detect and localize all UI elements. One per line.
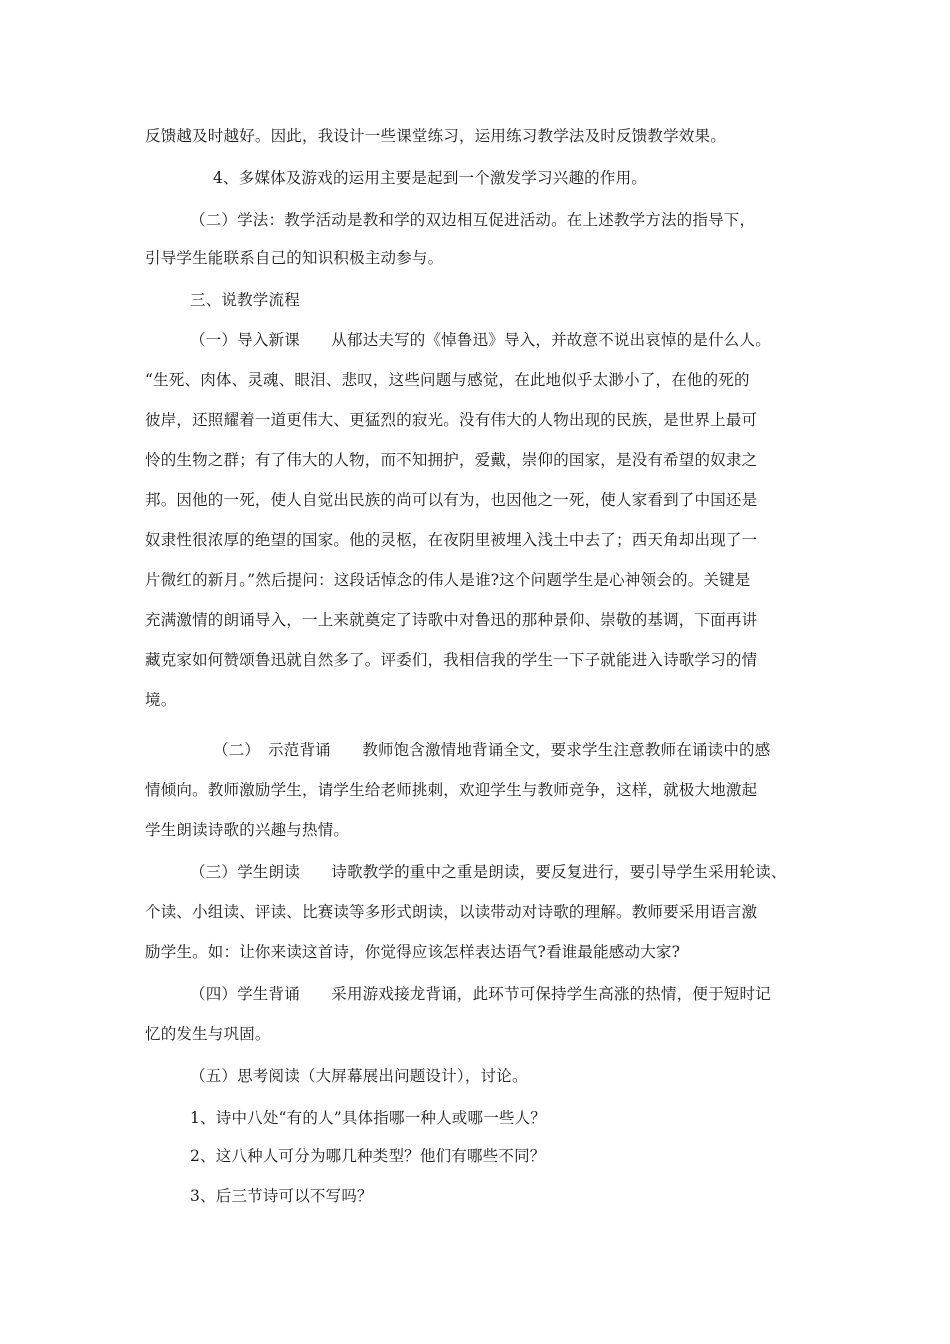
paragraph-line: 怜的生物之群；有了伟大的人物，而不知拥护，爱戴，崇仰的国家，是没有希望的奴隶之	[145, 451, 758, 469]
paragraph-line: 反馈越及时越好。因此，我设计一些课堂练习，运用练习教学法及时反馈教学效果。	[145, 127, 726, 145]
paragraph-line: （二） 示范背诵 教师饱含激情地背诵全文，要求学生注意教师在诵读中的感	[213, 741, 771, 759]
paragraph-line: 忆的发生与巩固。	[145, 1025, 271, 1043]
paragraph-line: “生死、肉体、灵魂、眼泪、悲叹，这些问题与感觉，在此地似乎太渺小了，在他的死的	[145, 371, 750, 389]
paragraph-line: （二）学法：教学活动是教和学的双边相互促进活动。在上述教学方法的指导下，	[190, 211, 756, 229]
paragraph-line: 充满激情的朗诵导入，一上来就奠定了诗歌中对鲁迅的那种景仰、崇敬的基调，下面再讲	[145, 611, 758, 629]
list-item: 2、这八种人可分为哪几种类型？他们有哪些不同？	[190, 1147, 546, 1165]
paragraph-line: 情倾向。教师激励学生，请学生给老师挑刺，欢迎学生与教师竞争，这样，就极大地激起	[145, 781, 758, 799]
section-heading: 三、说教学流程	[190, 291, 300, 309]
list-item: 1、诗中八处“有的人”具体指哪一种人或哪一些人？	[190, 1109, 547, 1127]
paragraph-line: 4、多媒体及游戏的运用主要是起到一个激发学习兴趣的作用。	[213, 169, 647, 187]
paragraph-line: （五）思考阅读（大屏幕展出问题设计），讨论。	[190, 1067, 528, 1085]
paragraph-line: 境。	[145, 691, 177, 709]
paragraph-line: 彼岸，还照耀着一道更伟大、更猛烈的寂光。没有伟大的人物出现的民族，是世界上最可	[145, 411, 758, 429]
paragraph-line: 片微红的新月。”然后提问：这段话悼念的伟人是谁?这个问题学生是心神领会的。关键是	[145, 571, 751, 589]
paragraph-line: 藏克家如何赞颂鲁迅就自然多了。评委们，我相信我的学生一下子就能进入诗歌学习的情	[145, 651, 758, 669]
paragraph-line: 邦。因他的一死，使人自觉出民族的尚可以有为，也因他之一死，使人家看到了中国还是	[145, 491, 758, 509]
paragraph-line: （三）学生朗读 诗歌教学的重中之重是朗读，要反复进行，要引导学生采用轮读、	[190, 863, 787, 881]
paragraph-line: 奴隶性很浓厚的绝望的国家。他的灵柩，在夜阴里被埋入浅土中去了；西天角却出现了一	[145, 531, 758, 549]
paragraph-line: （四）学生背诵 采用游戏接龙背诵，此环节可保持学生高涨的热情，便于短时记	[190, 985, 771, 1003]
paragraph-line: 学生朗读诗歌的兴趣与热情。	[145, 821, 350, 839]
paragraph-line: 引导学生能联系自己的知识积极主动参与。	[145, 249, 444, 267]
paragraph-line: （一）导入新课 从郁达夫写的《悼鲁迅》导入，并故意不说出哀悼的是什么人。	[190, 331, 771, 349]
list-item: 3、后三节诗可以不写吗？	[190, 1187, 373, 1205]
paragraph-line: 个读、小组读、评读、比赛读等多形式朗读，以读带动对诗歌的理解。教师要采用语言激	[145, 903, 758, 921]
paragraph-line: 励学生。如：让你来读这首诗，你觉得应该怎样表达语气?看谁最能感动大家?	[145, 943, 681, 961]
